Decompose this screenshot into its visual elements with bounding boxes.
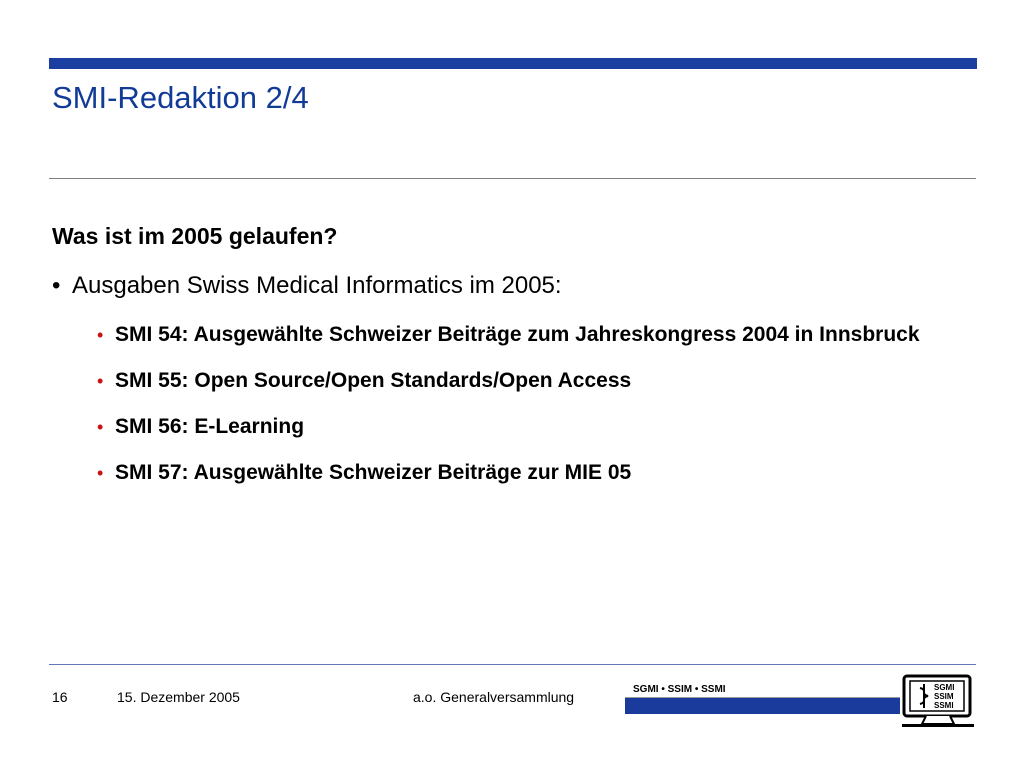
footer-date: 15. Dezember 2005 [117,689,240,705]
red-bullet-icon: • [97,371,104,391]
list-item [97,366,957,396]
red-bullet-icon: • [97,325,104,345]
society-logo-bar [625,682,900,714]
slide-title: SMI-Redaktion 2/4 [52,80,309,115]
section-heading: Was ist im 2005 gelaufen? [52,223,338,249]
monitor-line-2: SSIM [934,692,954,701]
header-accent-bar [49,58,977,69]
bullet-dot-icon: • [52,272,61,299]
list-item-text: SMI 56: E-Learning [115,415,305,438]
list-item [97,412,957,442]
list-item-text: SMI 55: Open Source/Open Standards/Open Access [115,369,632,392]
page-number: 16 [52,689,68,705]
monitor-line-3: SSMI [934,701,954,710]
monitor-line-1: SGMI [934,683,955,692]
red-bullet-icon: • [97,417,104,437]
footer-event: a.o. Generalversammlung [413,689,575,705]
issue-list [97,320,957,504]
list-item-text: SMI 57: Ausgewählte Schweizer Beiträge zur MIE 05 [115,461,632,484]
list-item [97,458,957,488]
monitor-logo-icon [900,674,976,728]
list-item-text: SMI 54: Ausgewählte Schweizer Beiträge zum Jahreskongress 2004 in Innsbruck [115,323,920,346]
red-bullet-icon: • [97,463,104,483]
main-bullet-text: Ausgaben Swiss Medical Informatics im 2005: [72,272,562,299]
main-bullet [52,271,562,301]
logo-text: SGMI • SSIM • SSMI [633,684,726,695]
title-divider [49,178,976,179]
list-item [97,320,957,350]
footer-divider [49,664,976,665]
